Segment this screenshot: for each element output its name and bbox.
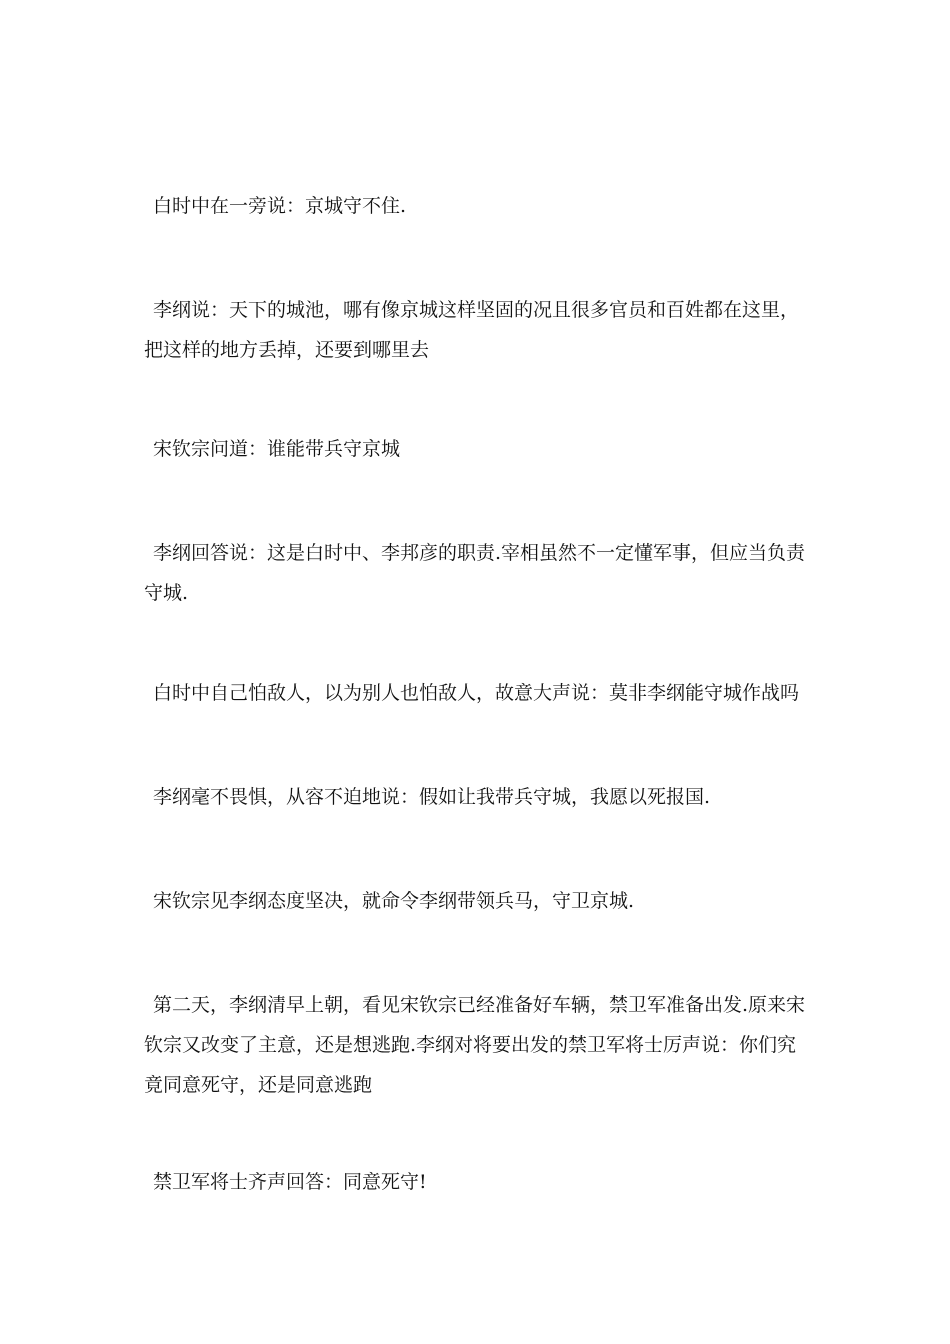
paragraph-8: 第二天，李纲清早上朝，看见宋钦宗已经准备好车辆，禁卫军准备出发.原来宋钦宗又改变了主意，还是想逃跑.李纲对将要出发的禁卫军将士厉声说：你们究竟同意死守，还是同意逃跑: [144, 994, 806, 1096]
paragraph-3: 宋钦宗问道：谁能带兵守京城: [153, 438, 401, 460]
paragraph-5: 白时中自己怕敌人，以为别人也怕敌人，故意大声说：莫非李纲能守城作战吗: [153, 682, 800, 704]
paragraph-6: 李纲毫不畏惧，从容不迫地说：假如让我带兵守城，我愿以死报国.: [153, 786, 711, 808]
paragraph-7: 宋钦宗见李纲态度坚决，就命令李纲带领兵马，守卫京城.: [153, 890, 635, 912]
paragraph-2: 李纲说：天下的城池，哪有像京城这样坚固的况且很多官员和百姓都在这里，把这样的地方丢掉，还要到哪里去: [144, 299, 800, 361]
paragraph-9: 禁卫军将士齐声回答：同意死守!: [153, 1171, 427, 1193]
paragraph-4: 李纲回答说：这是白时中、李邦彦的职责.宰相虽然不一定懂军事，但应当负责守城.: [144, 542, 806, 604]
paragraph-1: 白时中在一旁说：京城守不住.: [153, 195, 407, 217]
